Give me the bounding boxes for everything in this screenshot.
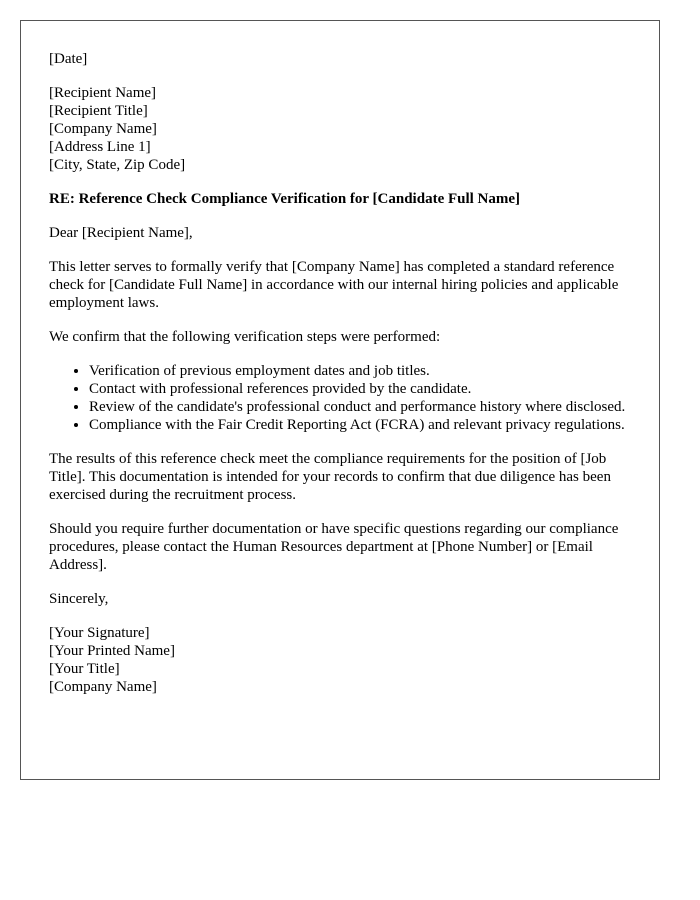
list-item: • Compliance with the Fair Credit Reporting Act (FCRA) and relevant privacy regulations. — [89, 416, 631, 434]
recipient-address-block — [49, 84, 631, 174]
signer-printed-name: [Your Printed Name] — [49, 643, 175, 659]
recipient-name: [Recipient Name] — [49, 85, 157, 101]
steps-intro-paragraph: We confirm that the following verification steps were performed: — [49, 329, 441, 345]
signer-company: [Company Name] — [49, 679, 157, 695]
list-item: • Verification of previous employment dates and job titles. — [89, 362, 631, 380]
list-item: • Review of the candidate's professional conduct and performance history where disclosed. — [89, 398, 631, 416]
letter-page — [20, 20, 660, 780]
letter-salutation: Dear [Recipient Name], — [49, 225, 193, 241]
contact-paragraph: Should you require further documentation or have specific questions regarding our compliance procedures, please contact the Human Resources department at [Phone Number] or [Email Address]. — [49, 521, 619, 573]
recipient-company: [Company Name] — [49, 121, 157, 137]
signature-block — [49, 624, 631, 696]
signer-title: [Your Title] — [49, 661, 120, 677]
verification-steps-list — [49, 362, 631, 434]
letter-closing: Sincerely, — [49, 591, 109, 607]
intro-paragraph: This letter serves to formally verify that [Company Name] has completed a standard reference check for [Candidate Full Name] in accordance with our internal hiring policies and applicable employment laws. — [49, 259, 619, 311]
results-paragraph: The results of this reference check meet the compliance requirements for the position of [Job Title]. This documentation is intended for your records to confirm that due diligence has been exercised during the recruitment process. — [49, 451, 611, 503]
recipient-address-line1: [Address Line 1] — [49, 139, 151, 155]
letter-date: [Date] — [49, 51, 88, 67]
letter-subject: RE: Reference Check Compliance Verification for [Candidate Full Name] — [49, 191, 521, 207]
recipient-city-state-zip: [City, State, Zip Code] — [49, 157, 186, 173]
list-item: • Contact with professional references provided by the candidate. — [89, 380, 631, 398]
recipient-title: [Recipient Title] — [49, 103, 148, 119]
signature-placeholder: [Your Signature] — [49, 625, 150, 641]
